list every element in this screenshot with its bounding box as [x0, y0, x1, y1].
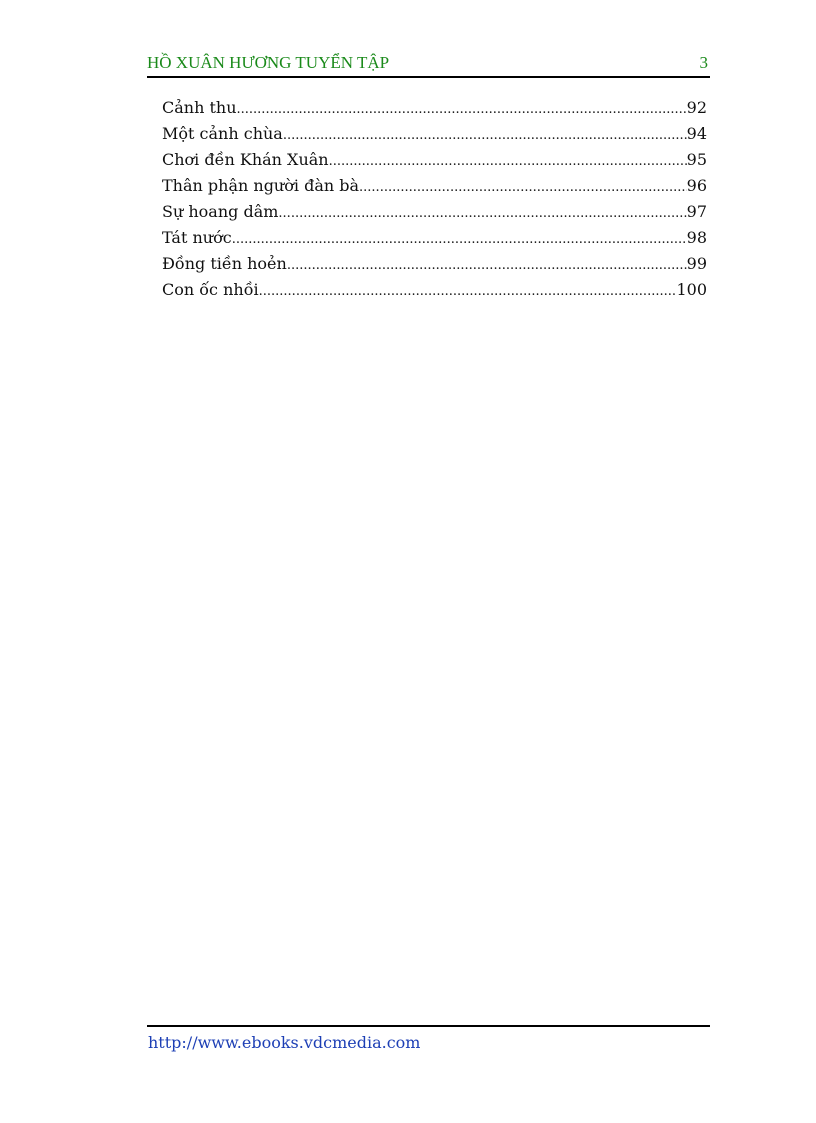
toc-entry-title: Chơi đền Khán Xuân: [162, 150, 329, 169]
toc-entry-title: Cảnh thu: [162, 98, 237, 117]
toc-entry[interactable]: [162, 280, 707, 306]
dot-leader: [329, 154, 687, 169]
toc-entry-title: Thân phận người đàn bà: [162, 176, 360, 195]
toc-entry-page: 100: [676, 280, 707, 299]
toc-entry-title: Tát nước: [162, 228, 232, 247]
toc-entry[interactable]: [162, 176, 707, 202]
dot-leader: [259, 284, 677, 299]
dot-leader: [237, 102, 687, 117]
page-header: [147, 52, 710, 78]
toc-entry-title: Một cảnh chùa: [162, 124, 283, 143]
toc-entry[interactable]: [162, 228, 707, 254]
toc-entry-title: Sự hoang dâm: [162, 202, 279, 221]
toc-entry-page: 98: [686, 228, 707, 247]
book-title: HỒ XUÂN HƯƠNG TUYỂN TẬP: [147, 53, 390, 72]
toc-entry[interactable]: [162, 202, 707, 228]
toc-entry-page: 94: [686, 124, 707, 143]
dot-leader: [232, 232, 687, 247]
dot-leader: [283, 128, 687, 143]
dot-leader: [287, 258, 687, 273]
toc-entry-page: 92: [686, 98, 707, 117]
toc-entry-title: Con ốc nhồi: [162, 280, 259, 299]
website-link[interactable]: http://www.ebooks.vdcmedia.com: [148, 1033, 421, 1052]
toc-entry[interactable]: [162, 254, 707, 280]
toc-entry[interactable]: [162, 124, 707, 150]
page-number: 3: [699, 53, 708, 72]
toc-entry[interactable]: [162, 150, 707, 176]
toc-entry[interactable]: [162, 98, 707, 124]
table-of-contents: [162, 98, 707, 306]
toc-entry-title: Đồng tiền hoẻn: [162, 254, 287, 273]
footer-divider: [147, 1025, 710, 1027]
toc-entry-page: 99: [686, 254, 707, 273]
toc-entry-page: 95: [686, 150, 707, 169]
toc-entry-page: 97: [686, 202, 707, 221]
dot-leader: [278, 206, 686, 221]
toc-entry-page: 96: [686, 176, 707, 195]
dot-leader: [359, 180, 687, 195]
